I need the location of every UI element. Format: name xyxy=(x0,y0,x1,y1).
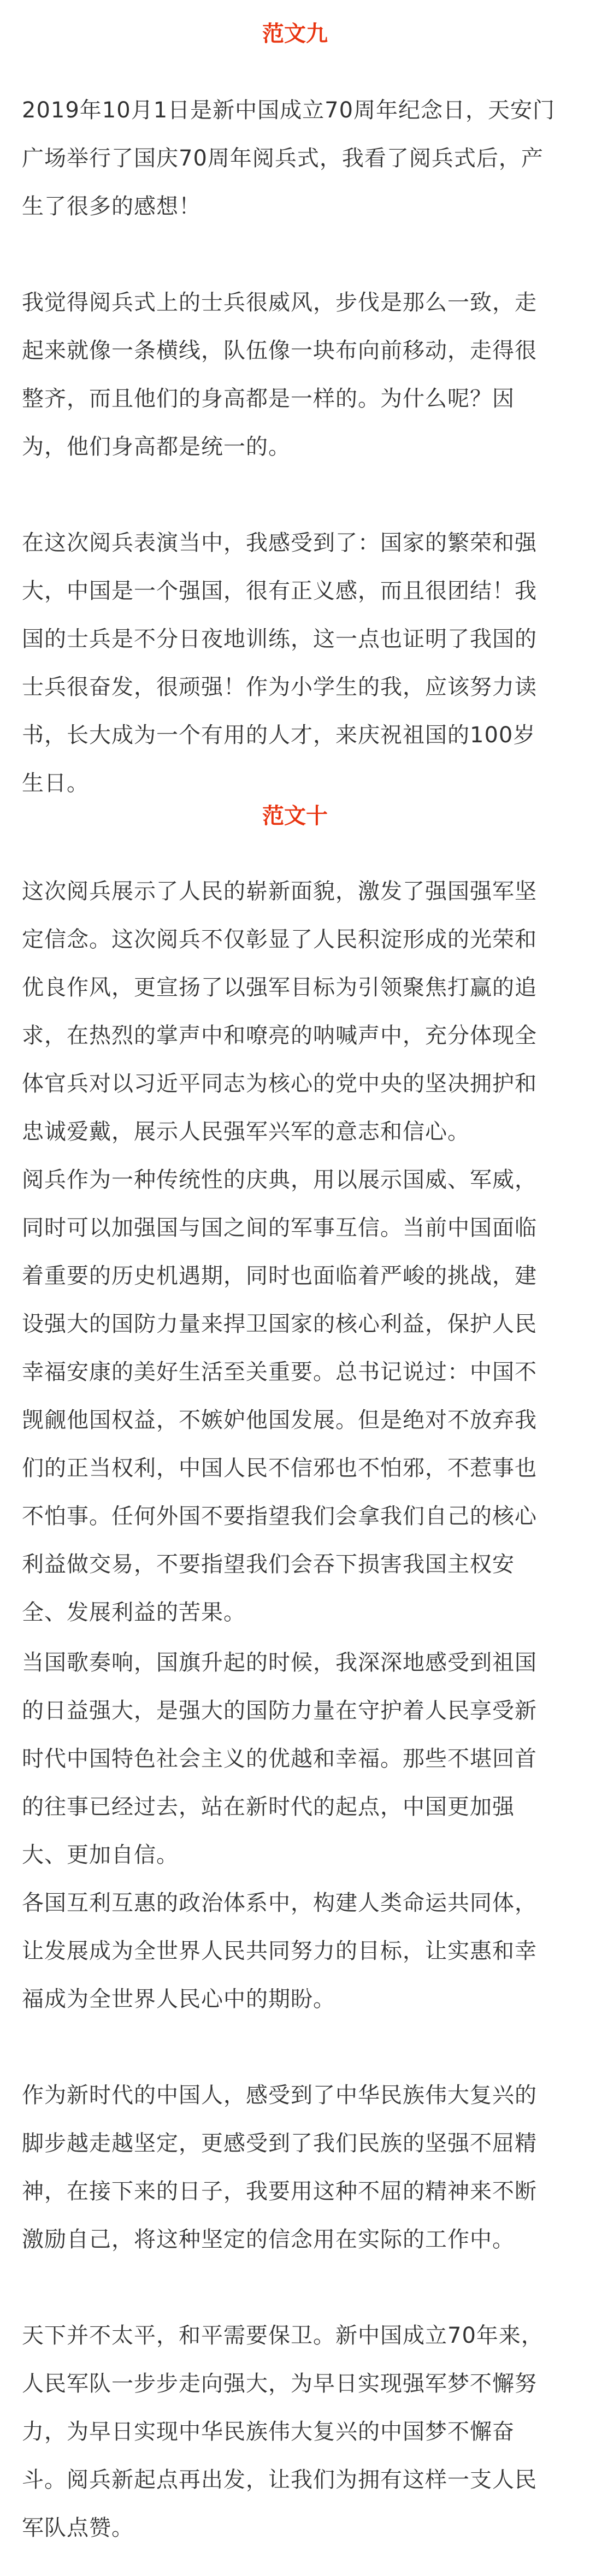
text-line: 体官兵对以习近平同志为核心的党中央的坚决拥护和 xyxy=(22,1071,537,1096)
text-line: 的日益强大，是强大的国防力量在守护着人民享受新 xyxy=(22,1698,537,1723)
text-line: 士兵很奋发，很顽强！作为小学生的我，应该努力读 xyxy=(22,675,537,700)
paragraph xyxy=(22,867,568,1156)
paragraph xyxy=(22,519,568,807)
section-title: 范文九 xyxy=(262,21,328,46)
text-line: 天下并不太平，和平需要保卫。新中国成立70年来， xyxy=(22,2323,544,2348)
text-line: 2019年10月1日是新中国成立70周年纪念日，天安门 xyxy=(22,98,556,123)
text-line: 国的士兵是不分日夜地训练，这一点也证明了我国的 xyxy=(22,627,537,652)
text-line: 全、发展利益的苦果。 xyxy=(22,1600,246,1625)
text-line: 书，长大成为一个有用的人才，来庆祝祖国的100岁 xyxy=(22,723,536,748)
text-line: 起来就像一条横线，队伍像一块布向前移动，走得很 xyxy=(22,338,537,363)
text-line: 设强大的国防力量来捍卫国家的核心利益，保护人民 xyxy=(22,1311,537,1337)
text-line: 为，他们身高都是统一的。 xyxy=(22,434,291,459)
text-line: 生日。 xyxy=(22,771,89,796)
text-line: 忠诚爱戴，展示人民强军兴军的意志和信心。 xyxy=(22,1119,470,1144)
text-line: 广场举行了国庆70周年阅兵式，我看了阅兵式后，产 xyxy=(22,146,544,171)
text-line: 们的正当权利，中国人民不信邪也不怕邪，不惹事也 xyxy=(22,1456,537,1481)
paragraph xyxy=(22,2312,568,2552)
paragraph xyxy=(22,1879,568,2023)
text-line: 着重要的历史机遇期，同时也面临着严峻的挑战，建 xyxy=(22,1263,537,1289)
text-line: 觊觎他国权益，不嫉妒他国发展。但是绝对不放弃我 xyxy=(22,1408,537,1433)
text-line: 的往事已经过去，站在新时代的起点，中国更加强 xyxy=(22,1794,515,1819)
text-line: 力，为早日实现中华民族伟大复兴的中国梦不懈奋 xyxy=(22,2419,515,2444)
text-line: 生了很多的感想！ xyxy=(22,194,201,219)
text-line: 让发展成为全世界人民共同努力的目标，让实惠和幸 xyxy=(22,1939,537,1964)
paragraph xyxy=(22,1639,568,1879)
text-line: 神，在接下来的日子，我要用这种不屈的精神来不断 xyxy=(22,2179,537,2204)
text-line: 阅兵作为一种传统性的庆典，用以展示国威、军威， xyxy=(22,1167,537,1192)
text-line: 激励自己，将这种坚定的信念用在实际的工作中。 xyxy=(22,2227,515,2252)
text-line: 大，中国是一个强国，很有正义感，而且很团结！我 xyxy=(22,578,537,604)
text-line: 同时可以加强国与国之间的军事互信。当前中国面临 xyxy=(22,1215,537,1240)
section-title: 范文十 xyxy=(262,803,328,829)
paragraph xyxy=(22,86,568,231)
text-line: 这次阅兵展示了人民的崭新面貌，激发了强国强军坚 xyxy=(22,879,537,904)
text-line: 整齐，而且他们的身高都是一样的。为什么呢？因 xyxy=(22,386,515,411)
text-line: 定信念。这次阅兵不仅彰显了人民积淀形成的光荣和 xyxy=(22,927,537,952)
paragraph xyxy=(22,1156,568,1636)
text-line: 求，在热烈的掌声中和嘹亮的呐喊声中，充分体现全 xyxy=(22,1023,537,1048)
text-line: 斗。阅兵新起点再出发，让我们为拥有这样一支人民 xyxy=(22,2467,537,2492)
text-line: 脚步越走越坚定，更感受到了我们民族的坚强不屈精 xyxy=(22,2131,537,2156)
text-line: 幸福安康的美好生活至关重要。总书记说过：中国不 xyxy=(22,1360,537,1385)
text-line: 各国互利互惠的政治体系中，构建人类命运共同体， xyxy=(22,1890,537,1916)
text-line: 不怕事。任何外国不要指望我们会拿我们自己的核心 xyxy=(22,1504,537,1529)
text-line: 大、更加自信。 xyxy=(22,1842,179,1868)
paragraph xyxy=(22,279,568,471)
text-line: 当国歌奏响，国旗升起的时候，我深深地感受到祖国 xyxy=(22,1650,537,1675)
text-line: 时代中国特色社会主义的优越和幸福。那些不堪回首 xyxy=(22,1746,537,1771)
text-line: 作为新时代的中国人，感受到了中华民族伟大复兴的 xyxy=(22,2083,537,2108)
text-line: 在这次阅兵表演当中，我感受到了：国家的繁荣和强 xyxy=(22,530,537,556)
text-line: 优良作风，更宣扬了以强军目标为引领聚焦打赢的追 xyxy=(22,975,537,1000)
text-line: 军队点赞。 xyxy=(22,2515,134,2540)
text-line: 福成为全世界人民心中的期盼。 xyxy=(22,1987,335,2012)
text-line: 人民军队一步步走向强大，为早日实现强军梦不懈努 xyxy=(22,2371,537,2396)
text-line: 利益做交易，不要指望我们会吞下损害我国主权安 xyxy=(22,1552,515,1577)
text-line: 我觉得阅兵式上的士兵很威风，步伐是那么一致，走 xyxy=(22,290,537,315)
paragraph xyxy=(22,2071,568,2264)
